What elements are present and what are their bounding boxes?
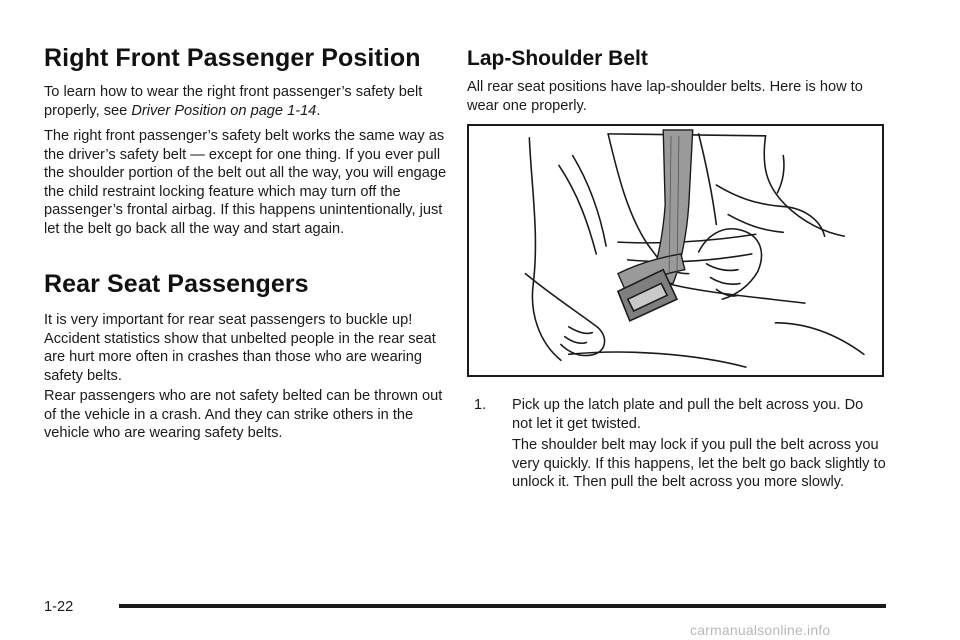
section-title-lap-shoulder-belt: Lap-Shoulder Belt	[467, 47, 648, 70]
leg-line	[775, 323, 864, 354]
shirt-right-fold	[764, 136, 844, 236]
waist-line	[618, 234, 756, 243]
paragraph-rear-danger: Rear passengers who are not safety belted can be thrown out of the vehicle in a crash. And they can strike others in the vehicle who are wearing safety belts.	[44, 388, 443, 442]
lap-shoulder-belt-illustration	[467, 124, 884, 377]
shirt-center	[699, 134, 717, 225]
shirt-crease-3	[777, 156, 784, 193]
paragraph-right-front-details: The right front passenger’s safety belt works the same way as the driver’s safety belt — except for one thing. If you ever pull the shoulder portion of the belt out all the way, you will engage the child restraint locking feature which may turn off the passenger’s frontal airbag. If this happens unintentionally, just let the belt go back all the way and start again.	[44, 128, 447, 237]
left-hand	[525, 274, 604, 356]
footer-rule	[119, 604, 886, 608]
left-finger-2	[569, 327, 593, 334]
shirt-left-edge	[529, 138, 560, 360]
step-text: Pick up the latch plate and pull the belt across you. Do not let it get twisted.	[512, 397, 864, 432]
watermark[interactable]: carmanualsonline.info	[690, 622, 831, 638]
paragraph-text: To learn how to wear the right front passenger’s safety belt properly, see	[44, 84, 423, 119]
section-title-right-front-passenger: Right Front Passenger Position	[44, 44, 421, 72]
step-number: 1.	[474, 397, 487, 413]
belt-line	[628, 254, 752, 262]
paragraph-rear-importance: It is very important for rear seat passengers to buckle up! Accident statistics show that unbelted people in the rear seat are hurt more often in crashes than those who are wearing safety belts.	[44, 312, 436, 384]
right-finger-1	[707, 264, 738, 271]
section-title-rear-seat-passengers: Rear Seat Passengers	[44, 270, 309, 298]
paragraph-lap-shoulder-intro: All rear seat positions have lap-shoulder belts. Here is how to wear one properly.	[467, 79, 863, 114]
right-finger-2	[710, 278, 740, 285]
step-note: The shoulder belt may lock if you pull the belt across you very quickly. If this happens, let the belt go back slightly to unlock it. Then pull the belt across you more slowly.	[512, 437, 886, 491]
paragraph-right-front-intro	[44, 83, 454, 120]
belt-drawing-svg	[469, 126, 882, 375]
page-number: 1-22	[44, 599, 74, 615]
shirt-crease-1	[559, 165, 596, 254]
left-finger-1	[565, 337, 587, 344]
paragraph-text-end: .	[316, 102, 321, 119]
cross-reference-link[interactable]: Driver Position on page 1-14	[131, 102, 317, 119]
